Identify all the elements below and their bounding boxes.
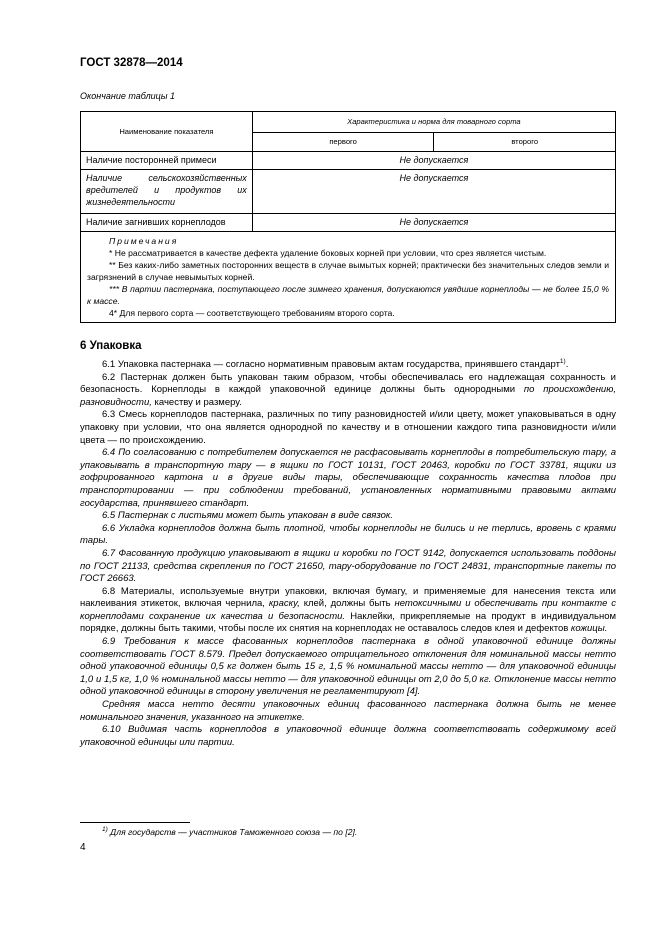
paragraph-6-6: 6.6 Укладка корнеплодов должна быть плотной, чтобы корнеплоды не бились и не терлись, вровень с краями тары. — [80, 522, 616, 547]
row-name: Наличие посторонней примеси — [81, 152, 253, 170]
paragraph-6-9: 6.9 Требования к массе фасованных корнеплодов пастернака в одной упаковочной единице должны соответствовать ГОСТ 8.579. Предел допускаемого отрицательного отклонения для номинальной массы нетто одной упаковочной единицы 0,5 кг должен быть 15 г, 1,5 % номинальной массы нетто — для упаковочной единицы 1,0 и 1,5 кг, 1,0 % номинальной массы нетто — для упаковочной единицы от 2,0 до 5,0 кг. Отклонение массы нетто одной упаковочной единицы в сторону увеличения не регламентируют [4]. — [80, 636, 616, 698]
table-row — [81, 170, 616, 214]
table-caption: Окончание таблицы 1 — [80, 91, 175, 101]
paragraph-6-10: 6.10 Видимая часть корнеплодов в упаковочной единице должна соответствовать содержимому всей упаковочной единицы или партии. — [80, 724, 616, 748]
paragraph-6-7: 6.7 Фасованную продукцию упаковывают в ящики и коробки по ГОСТ 9142, допускается использовать поддоны по ГОСТ 21133, средства скрепления по ГОСТ 21650, тару-оборудование по ГОСТ 24831, транспортные пакеты по ГОСТ 26663. — [80, 547, 616, 585]
specification-table — [80, 111, 616, 323]
row-name: Наличие сельскохозяйственных вредителей и продуктов их жизнедеятельности — [81, 170, 253, 214]
row-value: Не допускается — [252, 214, 615, 232]
notes-title: Примечания — [109, 236, 179, 246]
row-value: Не допускается — [252, 152, 615, 170]
paragraph-6-3: 6.3 Смесь корнеплодов пастернака, различных по типу разновидностей и/или цвету, может упаковываться в одну упаковку при условии, что она является однородной по качеству и в отношении каждого типа разновидности и/или цвета — по происхождению. — [80, 409, 616, 446]
paragraph-6-2: 6.2 Пастернак должен быть упакован таким образом, чтобы обеспечивалась его надлежащая сохранность и безопасность. Корнеплоды в каждой упаковочной единице должны быть однородными по происхождению, разновидности, качеству и размеру. — [80, 371, 616, 408]
footnote-text: Для государств — участников Таможенного союза — по [2]. — [110, 827, 358, 837]
table-row — [81, 152, 616, 170]
col-header-second: второго — [434, 133, 616, 152]
col-header-indicator: Наименование показателя — [81, 112, 253, 152]
note-item: * Не рассматривается в качестве дефекта удаление боковых корней при условии, что срез является чистым. — [109, 248, 547, 258]
note-item: ** Без каких-либо заметных посторонних веществ в случае вымытых корней; практически без значительных следов земли и загрязнений в случае невымытых корней. — [87, 260, 609, 282]
footnote — [80, 827, 616, 837]
paragraph-6-1: 6.1 Упаковка пастернака — согласно нормативным правовым актам государства, принявшего стандарт$^{1)}$. — [102, 357, 569, 370]
section-title: 6 Упаковка — [80, 340, 142, 352]
col-header-grade: Характеристика и норма для товарного сорта — [252, 112, 615, 133]
page-number: 4 — [80, 842, 86, 853]
standard-header: ГОСТ 32878—2014 — [80, 57, 183, 69]
row-value: Не допускается — [252, 170, 615, 214]
footnote-ref: 1) — [559, 357, 566, 365]
section-body — [80, 359, 616, 749]
table-notes — [81, 232, 616, 323]
note-item: 4* Для первого сорта — соответствующего требованиям второго сорта. — [109, 308, 395, 318]
paragraph-6-5: 6.5 Пастернак с листьями может быть упакован в виде связок. — [102, 510, 394, 522]
footnote-mark: 1) — [102, 826, 108, 834]
paragraph-6-9-average: Средняя масса нетто десяти упаковочных единиц фасованного пастернака должна быть не менее номинального значения, указанного на этикетке. — [80, 699, 616, 723]
col-header-first: первого — [252, 133, 434, 152]
footnote-divider — [80, 822, 190, 823]
row-name: Наличие загнивших корнеплодов — [81, 214, 253, 232]
table-row — [81, 214, 616, 232]
paragraph-6-8: 6.8 Материалы, используемые внутри упаковки, включая бумагу, и применяемые для нанесения текста или наклеивания этикеток, включая чернила, краску, клей, должны быть нетоксичными и обеспечивать при контакте с корнеплодами сохранение их качества и безопасности. Наклейки, прикрепляемые на продукт в индивидуальном порядке, должны быть такими, чтобы после их снятия на корнеплодах не оставалось следов клея и дефектов кожицы. — [80, 585, 617, 635]
paragraph-6-4: 6.4 По согласованию с потребителем допускается не расфасовывать корнеплоды в потребительскую тару, а упаковывать в транспортную тару — в ящики по ГОСТ 10131, ГОСТ 20463, коробки по ГОСТ 33781, ящики из гофрированного картона и в другие виды тары, обеспечивающие сохранность качества плодов при транспортировании — при соблюдении требований, установленных нормативными правовыми актами государства, принявшего стандарт. — [80, 447, 616, 509]
note-item: *** В партии пастернака, поступающего после зимнего хранения, допускаются увядшие корнеплоды — не более 15,0 % к массе. — [87, 284, 609, 306]
